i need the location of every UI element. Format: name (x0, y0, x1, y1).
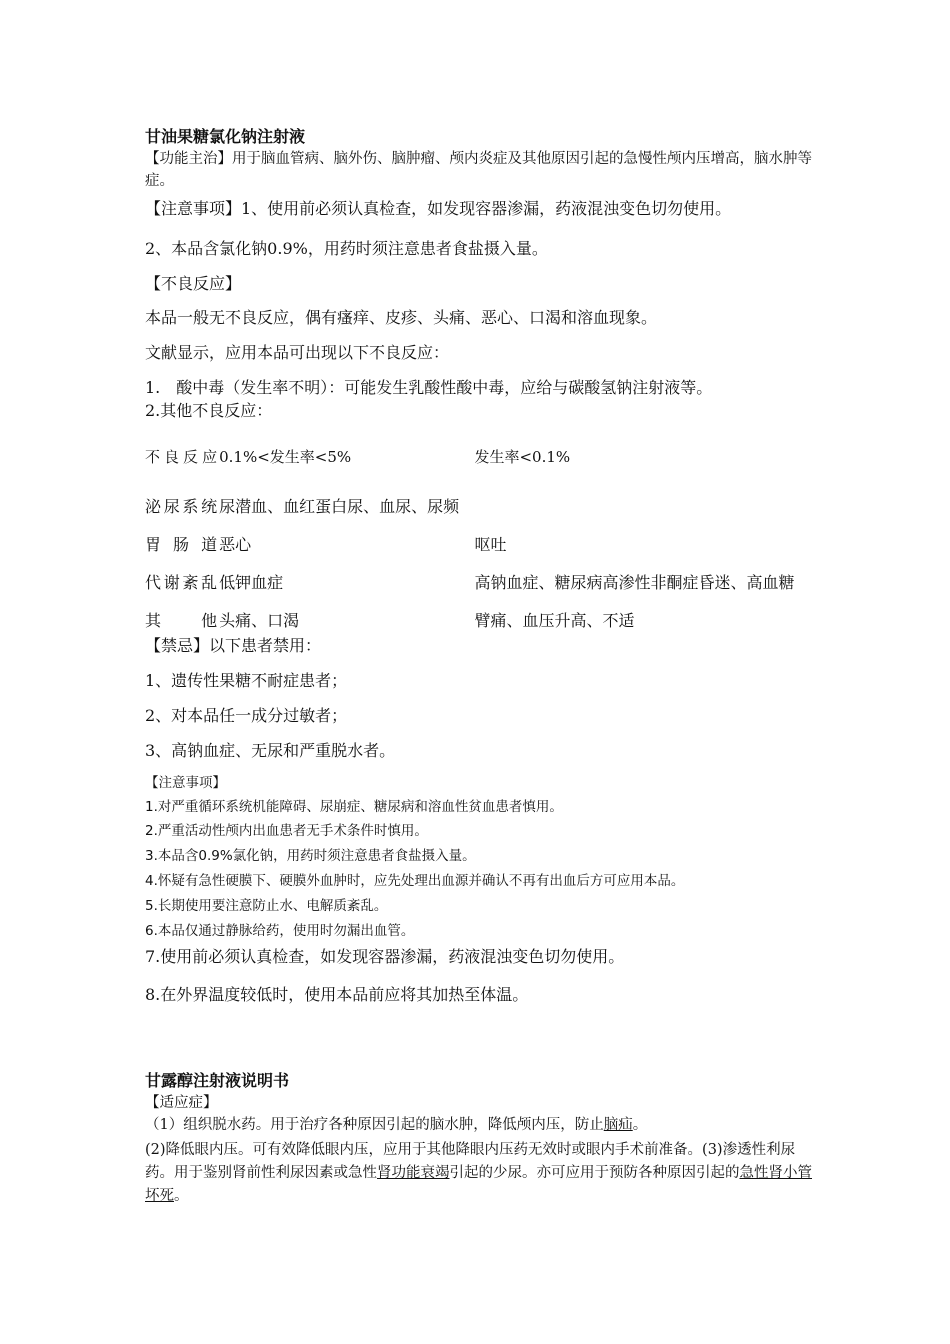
adverse-paragraph-2: 文献显示，应用本品可出现以下不良反应： (145, 343, 450, 362)
text-span: （1）组织脱水药。用于治疗各种原因引起的脑水肿，降低颅内压，防止 (145, 1117, 604, 1133)
doc1-caution-line2: 2、本品含氯化钠0.9%，用药时须注意患者食盐摄入量。 (145, 239, 548, 258)
text-span: 引起的少尿。亦可应用于预防各种原因引起的 (449, 1165, 740, 1181)
table-cell: 头痛、口渴 (219, 611, 300, 630)
doc2-paragraph-2 (145, 1139, 815, 1208)
table-header-row (145, 432, 825, 482)
table-cell: 高钠血症、糖尿病高渗性非酮症昏迷、高血糖 (474, 573, 795, 592)
text-span: 。 (174, 1188, 189, 1204)
notes-heading: 【注意事项】 (145, 775, 226, 791)
table-row (145, 608, 825, 634)
adverse-item-2: 2.其他不良反应： (145, 401, 273, 420)
doc2-paragraph-1 (145, 1114, 815, 1136)
table-cell (474, 482, 825, 532)
table-header-cell: 发生率<0.1% (474, 448, 571, 466)
doc1-indication: 【功能主治】用于脑血管病、脑外伤、脑肿瘤、颅内炎症及其他原因引起的急慢性颅内压增高，脑水肿等症。 (145, 151, 812, 189)
notes-item-8: 8.在外界温度较低时，使用本品前应将其加热至体温。 (145, 985, 529, 1004)
text-span: (2)降低眼内压。可有效降低眼内压，应用于其他降眼内压药无效时或眼内手术前准备。(3)渗透性利尿药。用于鉴别肾前性利尿因素或急性 (145, 1142, 796, 1181)
table-cell: 臂痛、血压升高、不适 (474, 611, 635, 630)
doc1-title: 甘油果糖氯化钠注射液 (145, 127, 306, 146)
table-row (145, 558, 825, 608)
notes-item-7: 7.使用前必须认真检查，如发现容器渗漏，药液混浊变色切勿使用。 (145, 947, 625, 966)
table-cell: 恶心 (219, 535, 252, 554)
adverse-paragraph-1: 本品一般无不良反应，偶有瘙痒、皮疹、头痛、恶心、口渴和溶血现象。 (145, 308, 658, 327)
notes-item: 6.本品仅通过静脉给药，使用时勿漏出血管。 (145, 923, 415, 939)
link-renal-failure[interactable]: 肾功能衰竭 (377, 1165, 450, 1181)
adverse-item-1: 1. 酸中毒（发生率不明）：可能发生乳酸性酸中毒，应给与碳酸氢钠注射液等。 (145, 378, 713, 397)
contraindication-heading: 【禁忌】以下患者禁用： (145, 636, 322, 655)
link-acute-tubular-necrosis[interactable]: 急性肾小管坏死 (145, 1165, 812, 1204)
table-cell: 低钾血症 (219, 573, 284, 592)
contraindication-item: 2、对本品任一成分过敏者； (145, 706, 348, 725)
table-row (145, 532, 825, 558)
adverse-heading: 【不良反应】 (145, 274, 242, 293)
notes-item: 5.长期使用要注意防止水、电解质紊乱。 (145, 898, 388, 914)
table-cell: 胃肠道 (145, 535, 218, 554)
table-cell: 呕吐 (474, 535, 507, 554)
table-header-cell: 不良反应 (145, 448, 218, 466)
doc1-caution-line1: 【注意事项】1、使用前必须认真检查，如发现容器渗漏，药液混浊变色切勿使用。 (145, 199, 732, 218)
adverse-reaction-table (145, 432, 825, 634)
notes-item: 3.本品含0.9%氯化钠，用药时须注意患者食盐摄入量。 (145, 848, 476, 864)
link-brain-hernia[interactable]: 脑疝 (603, 1117, 633, 1133)
doc2-title: 甘露醇注射液说明书 (145, 1071, 290, 1090)
contraindication-item: 1、遗传性果糖不耐症患者； (145, 671, 348, 690)
doc2-indication-heading: 【适应症】 (145, 1095, 218, 1111)
table-row (145, 482, 825, 532)
notes-item: 2.严重活动性颅内出血患者无手术条件时慎用。 (145, 823, 428, 839)
table-cell: 尿潜血、血红蛋白尿、血尿、尿频 (219, 497, 460, 516)
table-cell: 其他 (145, 611, 218, 630)
table-cell: 泌尿系统 (145, 497, 218, 516)
table-header-cell: 0.1%<发生率<5% (219, 448, 352, 466)
text-span: 。 (632, 1117, 648, 1133)
contraindication-item: 3、高钠血症、无尿和严重脱水者。 (145, 741, 396, 760)
notes-item: 4.怀疑有急性硬膜下、硬膜外血肿时，应先处理出血源并确认不再有出血后方可应用本品。 (145, 873, 685, 889)
table-cell: 代谢紊乱 (145, 573, 218, 592)
notes-item: 1.对严重循环系统机能障碍、尿崩症、糖尿病和溶血性贫血患者慎用。 (145, 799, 563, 815)
